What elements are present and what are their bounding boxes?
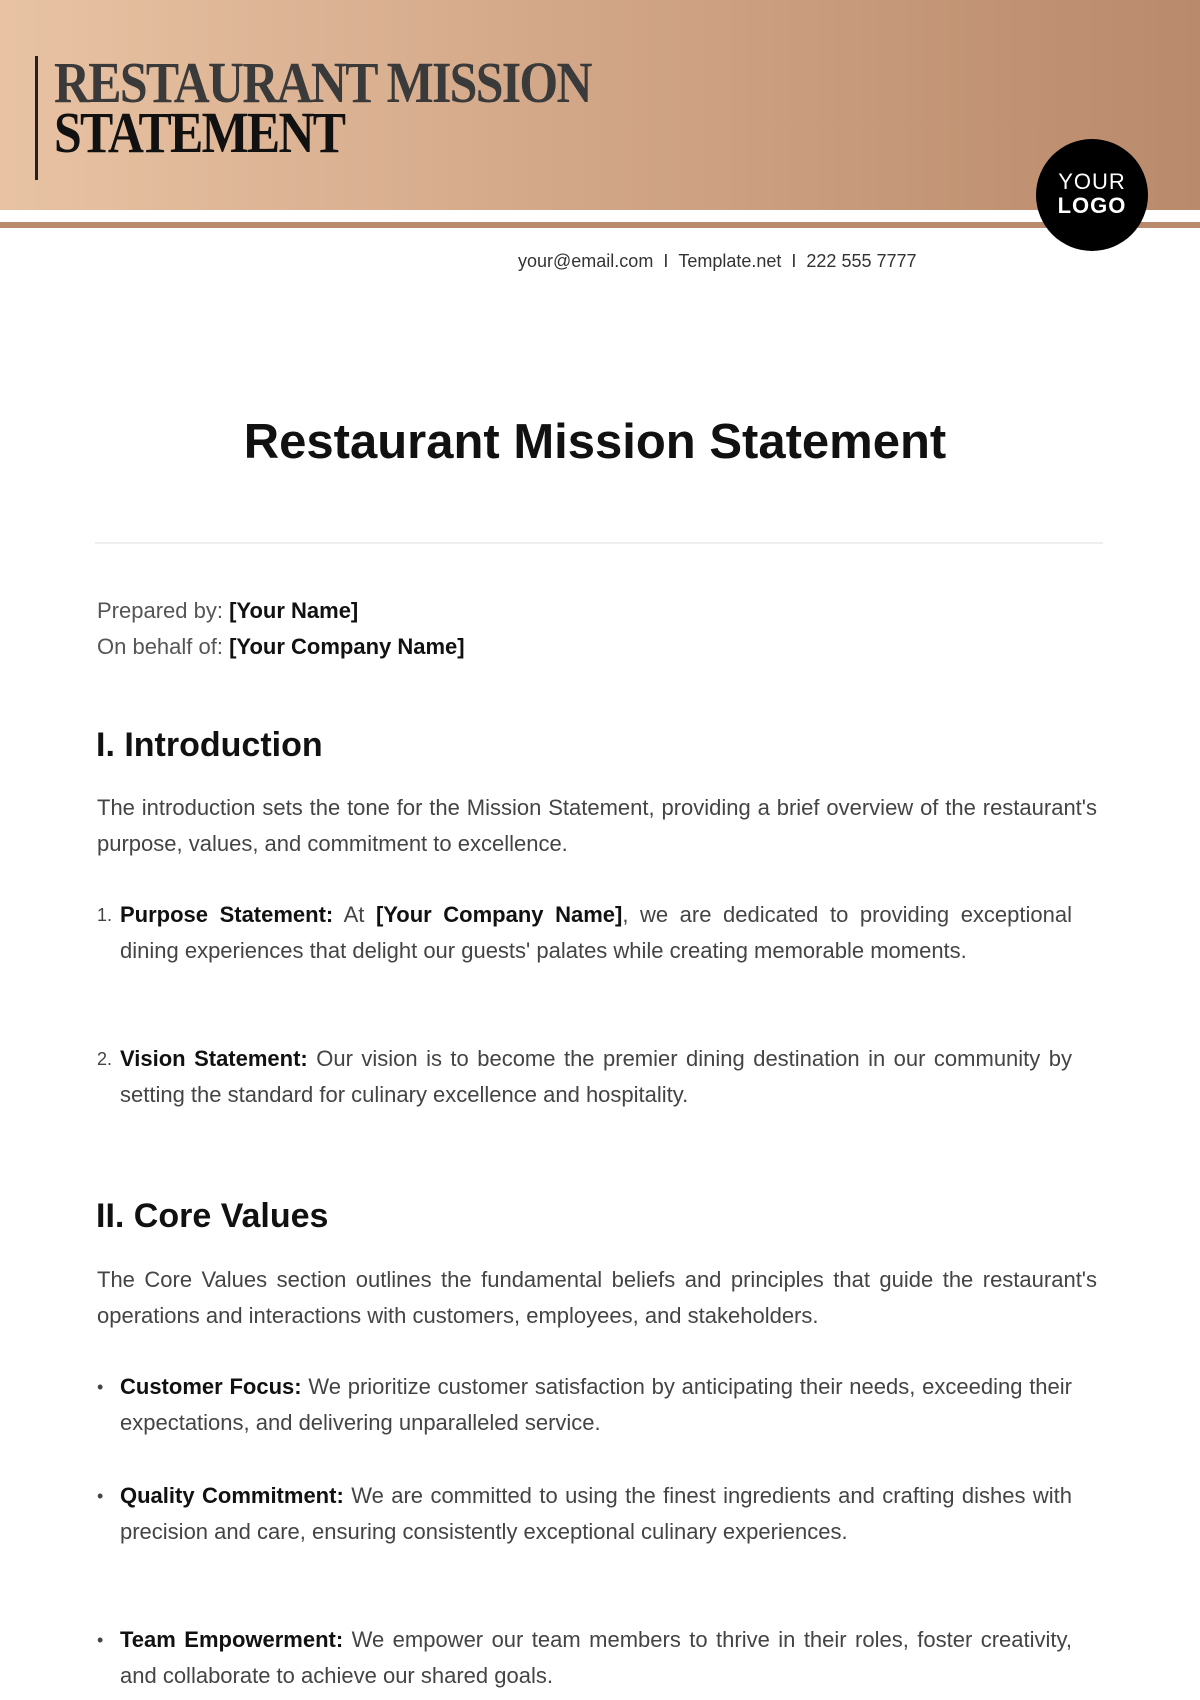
- item-text: , we are dedicated to providing exceptional dining experiences that delight our guests' palates while creating memorable moments.: [120, 902, 1072, 963]
- list-item: [97, 897, 1072, 969]
- item-text: Our vision is to become the premier dining destination in our community by setting the standard for culinary excellence and hospitality.: [120, 1046, 1072, 1107]
- prepared-by-label: Prepared by:: [97, 598, 223, 623]
- contact-website[interactable]: Template.net: [678, 251, 782, 271]
- on-behalf-value: [Your Company Name]: [229, 634, 465, 659]
- item-text: We are committed to using the finest ingredients and crafting dishes with precision and care, ensuring consistently exceptional culinary experiences.: [120, 1483, 1072, 1544]
- prepared-by: [97, 598, 358, 624]
- list-number: 1.: [97, 905, 113, 925]
- on-behalf-label: On behalf of:: [97, 634, 223, 659]
- item-label: Customer Focus:: [120, 1374, 302, 1399]
- separator: I: [663, 251, 669, 271]
- core-values-paragraph: The Core Values section outlines the fundamental beliefs and principles that guide the restaurant's operations and interactions with customers, employees, and stakeholders.: [97, 1267, 1097, 1328]
- separator: I: [791, 251, 797, 271]
- bullet-icon: •: [97, 1630, 104, 1650]
- document-title: Restaurant Mission Statement: [243, 415, 947, 469]
- item-label: Vision Statement:: [120, 1046, 308, 1071]
- bullet-item: [97, 1478, 1072, 1550]
- on-behalf-of: [97, 634, 465, 660]
- bullet-icon: •: [97, 1377, 104, 1397]
- item-label: Quality Commitment:: [120, 1483, 344, 1508]
- bullet-item: [97, 1622, 1072, 1694]
- bullet-item: [97, 1369, 1072, 1441]
- item-label: Purpose Statement:: [120, 902, 334, 927]
- contact-email[interactable]: your@email.com: [518, 251, 654, 271]
- header-title-line1: RESTAURANT MISSION: [54, 50, 591, 115]
- introduction-paragraph: The introduction sets the tone for the Mission Statement, providing a brief overview of the restaurant's purpose, values, and commitment to excellence.: [97, 795, 1097, 856]
- header-title: [54, 50, 591, 165]
- company-logo: [1036, 139, 1148, 251]
- contact-phone: 222 555 7777: [806, 251, 917, 271]
- item-text: We empower our team members to thrive in their roles, foster creativity, and collaborate to achieve our shared goals.: [120, 1627, 1073, 1688]
- logo-line1: YOUR: [1058, 169, 1126, 194]
- item-text: At: [333, 902, 376, 927]
- list-item: [97, 1041, 1072, 1113]
- prepared-by-value: [Your Name]: [229, 598, 359, 623]
- item-company: [Your Company Name]: [375, 902, 623, 927]
- logo-line2: LOGO: [1057, 193, 1127, 218]
- section-heading-core-values: II. Core Values: [96, 1197, 329, 1235]
- header-divider-line: [0, 222, 1200, 228]
- list-number: 2.: [97, 1049, 113, 1069]
- contact-info: [518, 251, 917, 272]
- header-title-line2: STATEMENT: [54, 100, 345, 165]
- section-heading-introduction: I. Introduction: [96, 726, 323, 764]
- title-divider: [95, 542, 1103, 544]
- bullet-icon: •: [97, 1486, 104, 1506]
- item-label: Team Empowerment:: [120, 1627, 344, 1652]
- item-text: We prioritize customer satisfaction by anticipating their needs, exceeding their expectations, and delivering unparalleled service.: [120, 1374, 1072, 1435]
- title-accent-bar: [35, 56, 38, 180]
